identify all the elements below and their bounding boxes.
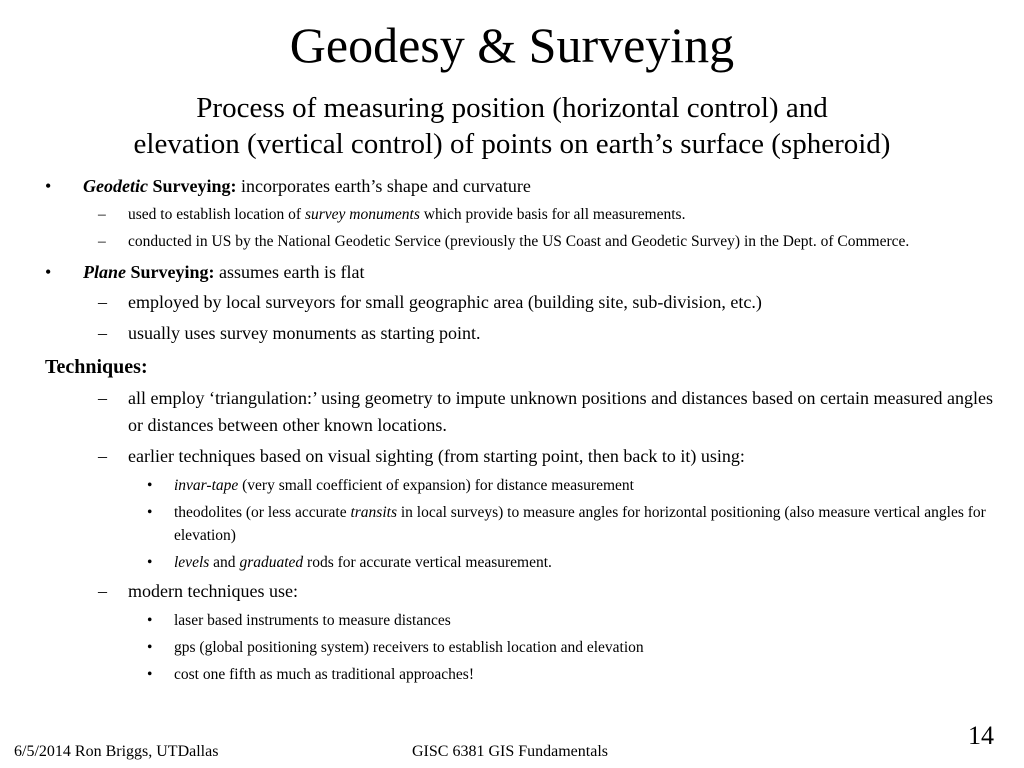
footer-course: GISC 6381 GIS Fundamentals [412,743,608,760]
bullet-marker: • [147,666,153,683]
slide-title: Geodesy & Surveying [289,17,735,73]
subsubitem-theodolites: • theodolites (or less accurate transits in local surveys) to measure angles for horizontal positioning (also measure vertical angles for elevation) [0,501,1024,547]
subsubitem-levels: • levels and graduated rods for accurate vertical measurement. [0,551,1024,574]
footer-date-author: 6/5/2014 Ron Briggs, UTDallas [14,743,219,760]
subitem-national-geodetic-service: – conducted in US by the National Geodetic Service (previously the US Coast and Geodetic Survey) in the Dept. of Commerce. [0,230,1024,253]
bullet-marker: • [45,176,52,196]
bullet-plane-surveying [0,259,1024,285]
bullet-marker: • [147,554,153,571]
term-surveying: Surveying: [130,262,215,282]
term-geodetic: Geodetic [83,176,148,196]
subsubitem-cost: • cost one fifth as much as traditional approaches! [0,663,1024,686]
term-graduated: graduated [239,554,304,571]
subsubitem-gps: • gps (global positioning system) receivers to establish location and elevation [0,636,1024,659]
term-surveying: Surveying: [152,176,237,196]
subitem-local-surveyors: – employed by local surveyors for small geographic area (building site, sub-division, etc.) [0,289,1024,316]
subitem-triangulation: – all employ ‘triangulation:’ using geometry to impute unknown positions and distances based on certain measured angles or distances between other known locations. [0,385,1024,439]
page-number: 14 [968,721,994,750]
subitem-earlier-techniques: – earlier techniques based on visual sighting (from starting point, then back to it) using: [0,443,1024,470]
slide-subtitle [0,90,1024,162]
subitem-modern-techniques: – modern techniques use: [0,578,1024,605]
dash-marker: – [98,446,107,466]
dash-marker: – [98,581,107,601]
dash-marker: – [98,388,107,408]
dash-marker: – [98,206,106,223]
bullet-marker: • [147,504,153,521]
subitem-starting-point: – usually uses survey monuments as starting point. [0,320,1024,347]
subtitle-line-2: elevation (vertical control) of points on earth’s surface (spheroid) [133,128,891,160]
subsubitem-laser: • laser based instruments to measure distances [0,609,1024,632]
term-survey-monuments: survey monuments [304,206,420,223]
dash-marker: – [98,233,106,250]
subtitle-line-1: Process of measuring position (horizontal control) and [196,92,828,124]
term-plane: Plane [83,262,126,282]
bullet-marker: • [147,477,153,494]
plane-description: assumes earth is flat [214,262,365,282]
bullet-geodetic-surveying [0,173,1024,199]
term-invar-tape: invar-tape [174,477,239,494]
geodetic-description: incorporates earth’s shape and curvature [236,176,531,196]
bullet-marker: • [147,612,153,629]
bullet-marker: • [45,262,52,282]
bullet-marker: • [147,639,153,656]
subsubitem-invar-tape: • invar-tape (very small coefficient of expansion) for distance measurement [0,474,1024,497]
subitem-survey-monuments: – used to establish location of survey monuments which provide basis for all measurements. [0,203,1024,226]
slide-content [0,170,1024,686]
dash-marker: – [98,292,107,312]
term-transits: transits [350,504,397,521]
techniques-heading: Techniques: [45,356,148,378]
dash-marker: – [98,323,107,343]
term-levels: levels [174,554,210,571]
